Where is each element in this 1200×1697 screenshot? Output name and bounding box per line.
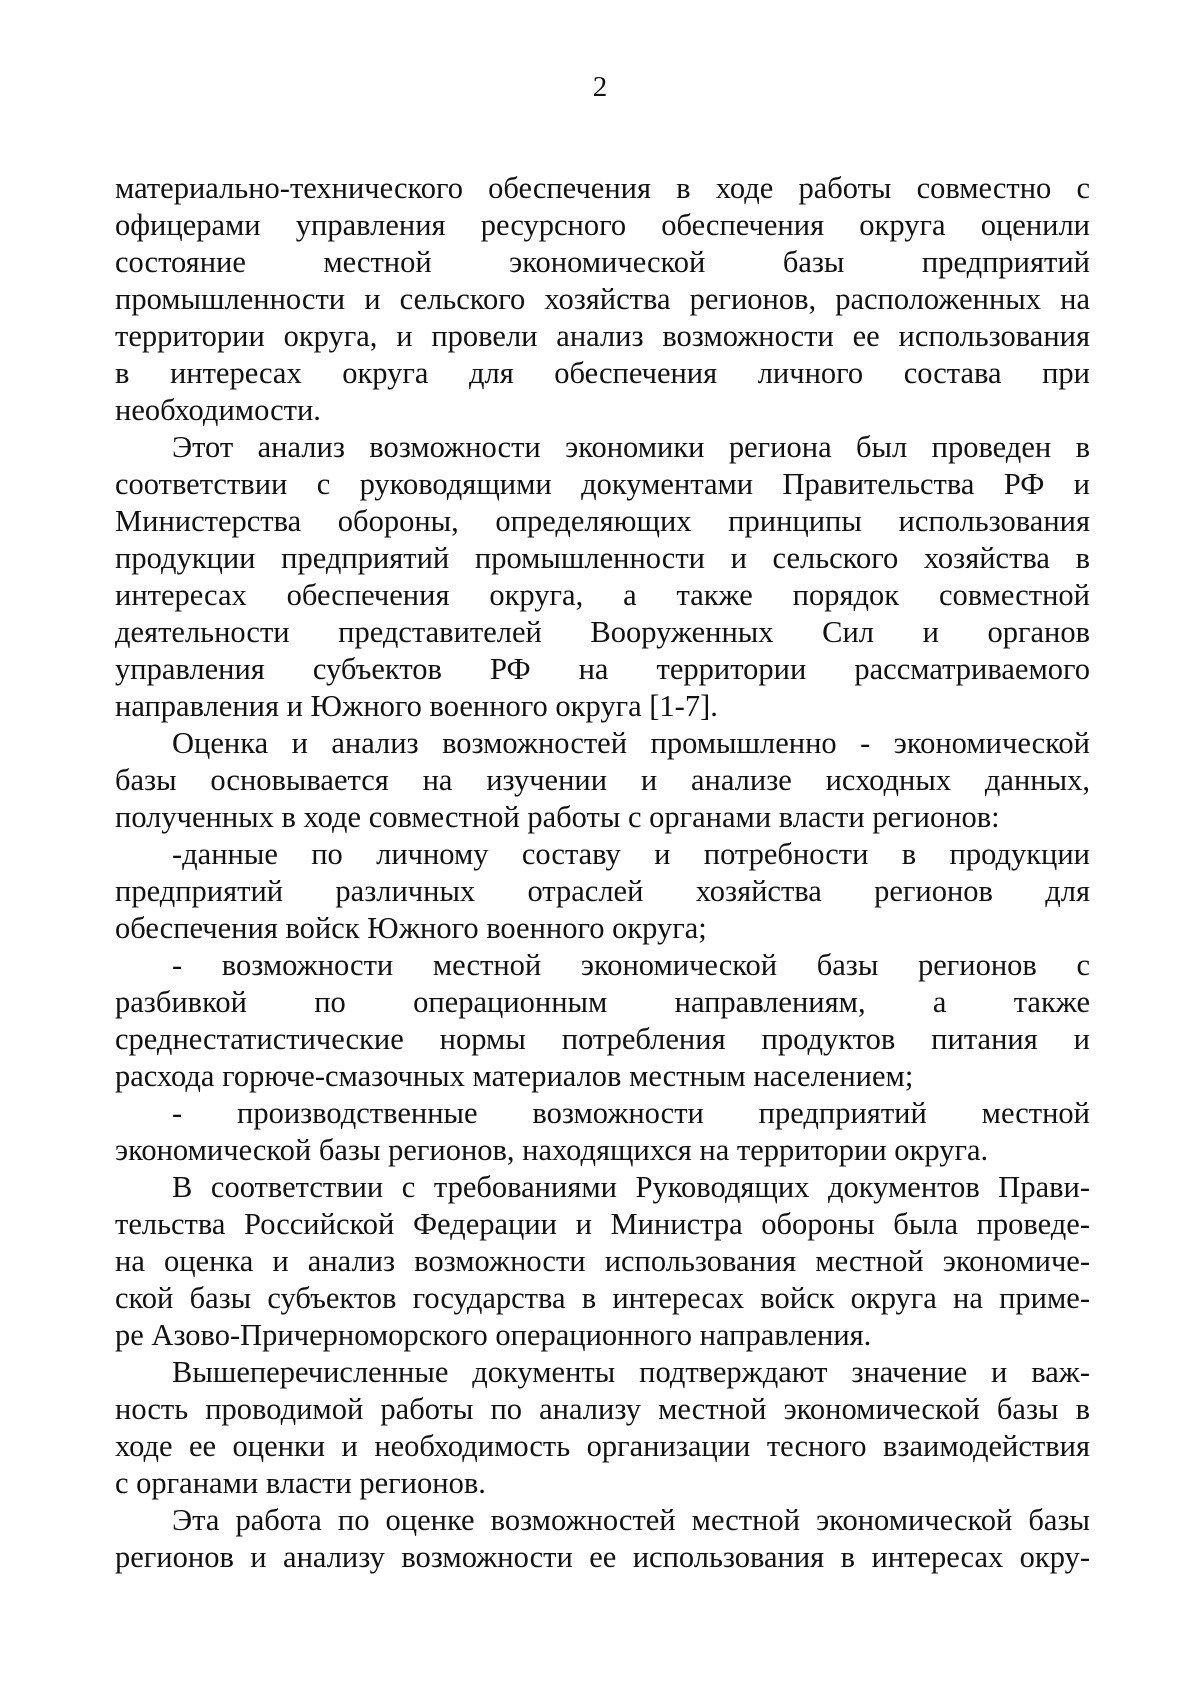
text-line: экономической базы регионов, находящихся на территории округа. <box>115 1133 989 1167</box>
text-line: продукции предприятий промышленности и сельского хозяйства в <box>115 541 1090 575</box>
text-line: Вышеперечисленные документы подтверждают значение и важ- <box>172 1355 1090 1389</box>
paragraph-1 <box>115 170 1090 429</box>
page-number: 2 <box>592 71 608 103</box>
text-line: на оценка и анализ возможности использования местной экономиче- <box>115 1244 1090 1278</box>
text-line: базы основывается на изучении и анализе исходных данных, <box>115 763 1090 797</box>
text-line: предприятий различных отраслей хозяйства регионов для <box>115 874 1090 908</box>
text-line: материально-технического обеспечения в ходе работы совместно с <box>115 171 1090 205</box>
text-line: управления субъектов РФ на территории рассматриваемого <box>115 652 1090 686</box>
paragraph-3 <box>115 725 1090 836</box>
text-line: тельства Российской Федерации и Министра обороны была проведе- <box>115 1207 1090 1241</box>
text-line: промышленности и сельского хозяйства регионов, расположенных на <box>115 282 1090 316</box>
text-line: разбивкой по операционным направлениям, а также <box>115 985 1090 1019</box>
text-line: направления и Южного военного округа [1-7]. <box>115 689 718 723</box>
list-item-2 <box>115 947 1090 1095</box>
text-line: - производственные возможности предприятий местной <box>172 1096 1090 1130</box>
text-line: Этот анализ возможности экономики региона был проведен в <box>172 430 1090 464</box>
paragraph-6 <box>115 1502 1090 1576</box>
text-line: Оценка и анализ возможностей промышленно - экономической <box>172 726 1090 760</box>
list-item-3 <box>115 1095 1090 1169</box>
text-line: - возможности местной экономической базы регионов с <box>172 948 1090 982</box>
text-line: В соответствии с требованиями Руководящих документов Прави- <box>172 1170 1090 1204</box>
text-line: состояние местной экономической базы предприятий <box>115 245 1090 279</box>
text-line: интересах обеспечения округа, а также порядок совместной <box>115 578 1090 612</box>
text-line: соответствии с руководящими документами Правительства РФ и <box>115 467 1090 501</box>
text-line: офицерами управления ресурсного обеспечения округа оценили <box>115 208 1090 242</box>
list-item-1 <box>115 836 1090 947</box>
paragraph-2 <box>115 429 1090 725</box>
text-line: территории округа, и провели анализ возможности ее использования <box>115 319 1090 353</box>
text-line: Эта работа по оценке возможностей местной экономической базы <box>172 1503 1090 1537</box>
text-line: с органами власти регионов. <box>115 1466 486 1500</box>
text-line: полученных в ходе совместной работы с органами власти регионов: <box>115 800 1000 834</box>
text-line: среднестатистические нормы потребления продуктов питания и <box>115 1022 1090 1056</box>
text-line: обеспечения войск Южного военного округа; <box>115 911 707 945</box>
text-line: в интересах округа для обеспечения личного состава при <box>115 356 1090 390</box>
text-line: ходе ее оценки и необходимость организации тесного взаимодействия <box>115 1429 1090 1463</box>
text-line: ской базы субъектов государства в интересах войск округа на приме- <box>115 1281 1090 1315</box>
text-line: ре Азово-Причерноморского операционного направления. <box>115 1318 872 1352</box>
text-line: -данные по личному составу и потребности в продукции <box>172 837 1090 871</box>
text-line: расхода горюче-смазочных материалов местным населением; <box>115 1059 914 1093</box>
paragraph-4 <box>115 1169 1090 1354</box>
text-line: регионов и анализу возможности ее использования в интересах окру- <box>115 1540 1090 1574</box>
paragraph-5 <box>115 1354 1090 1502</box>
text-line: ность проводимой работы по анализу местной экономической базы в <box>115 1392 1090 1426</box>
body-text <box>115 170 1090 1576</box>
text-line: Министерства обороны, определяющих принципы использования <box>115 504 1090 538</box>
text-line: необходимости. <box>115 393 321 427</box>
text-line: деятельности представителей Вооруженных Сил и органов <box>115 615 1090 649</box>
